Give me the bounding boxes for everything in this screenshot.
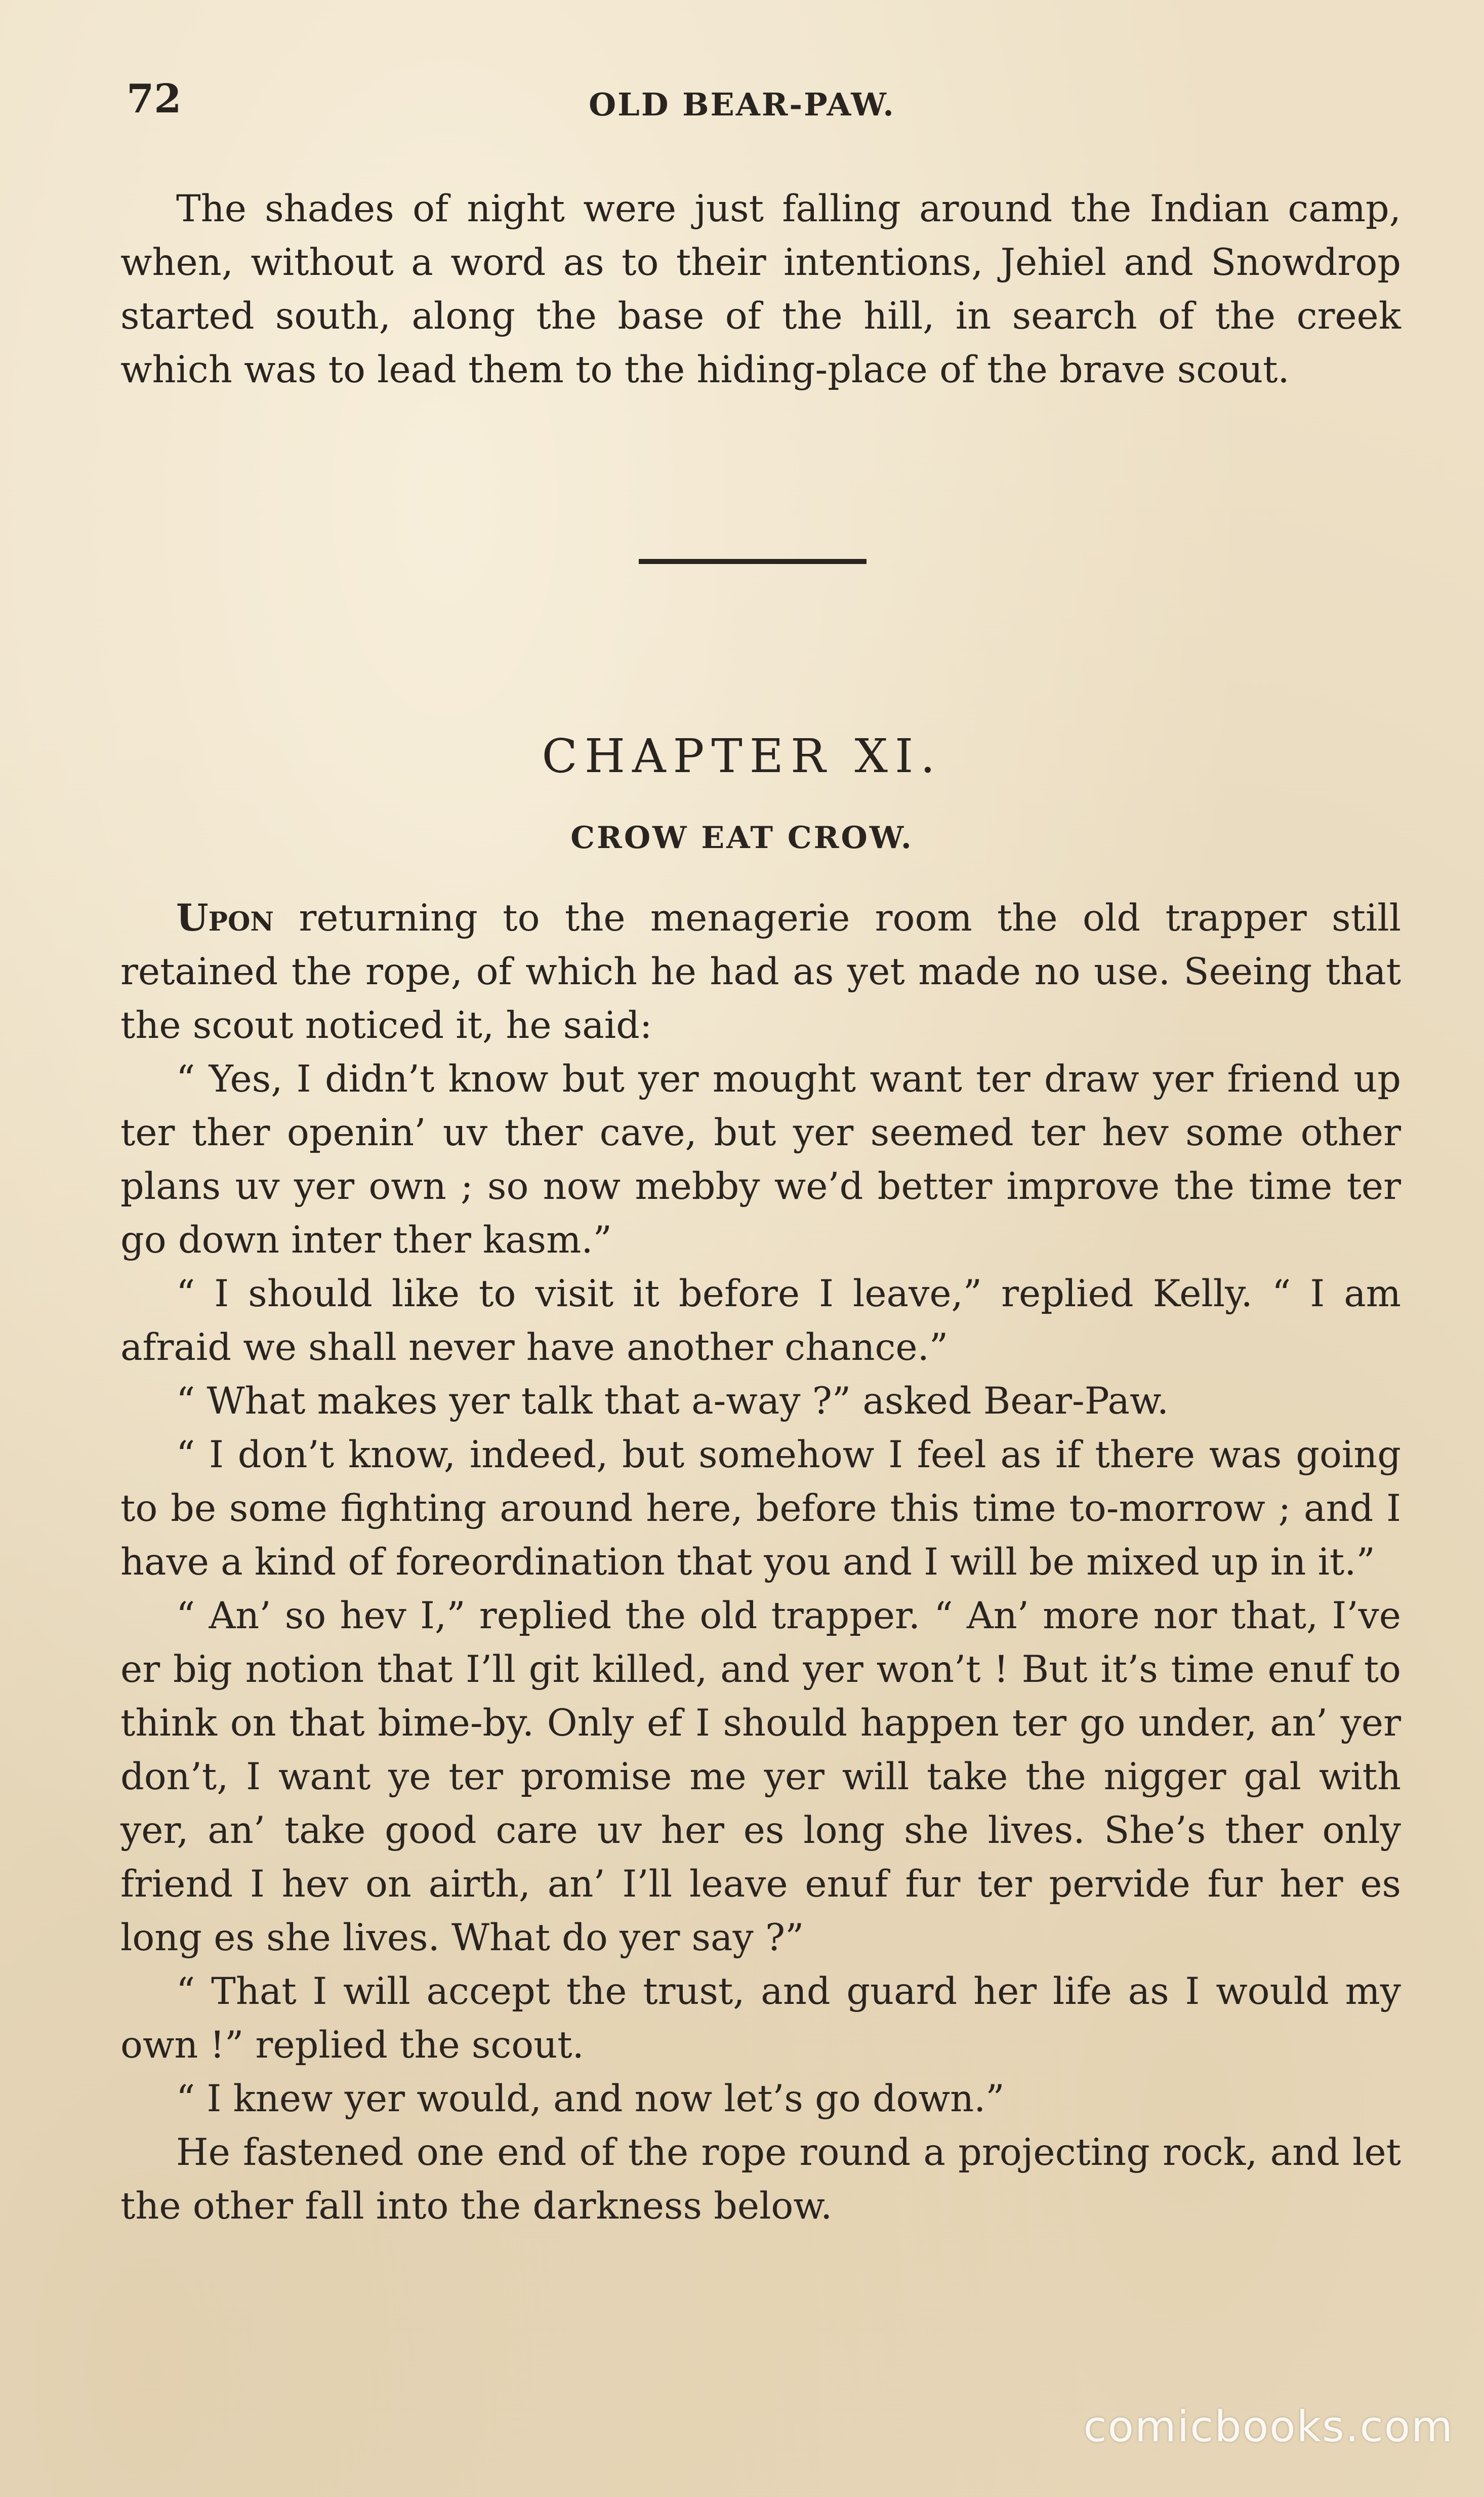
paragraph: He fastened one end of the rope round a projecting rock, and let the other fall into the darkness below. bbox=[120, 2131, 1401, 2228]
paragraph: “ I should like to visit it before I leave,” replied Kelly. “ I am afraid we shall never have another chance.” bbox=[120, 1272, 1401, 1369]
paragraph: “ Yes, I didn’t know but yer mought want ter draw yer friend up ter ther openin’ uv ther cave, but yer seemed ter hev some other plans uv yer own ; so now mebby we’d better improve the time ter go down inter ther kasm.” bbox=[120, 1058, 1401, 1262]
watermark: comicbooks.com bbox=[1083, 2402, 1454, 2451]
paragraph: “ An’ so hev I,” replied the old trapper. “ An’ more nor that, I’ve er big notion that I’ll git killed, and yer won’t ! But it’s time enuf to think on that bime-by. Only ef I should happen ter go under, an’ yer don’t, I want ye ter promise me yer will take the nigger gal with yer, an’ take good care uv her es long she lives. She’s ther only friend I hev on airth, an’ I’ll leave enuf fur ter pervide fur her es long es she lives. What do yer say ?” bbox=[120, 1594, 1401, 1959]
running-title: OLD BEAR-PAW. bbox=[589, 86, 895, 123]
chapter-number: CHAPTER XI. bbox=[542, 729, 942, 783]
paragraph: “ I don’t know, indeed, but somehow I feel as if there was going to be some fighting around here, before this time to-morrow ; and I have a kind of foreordination that you and I will be mixed up in it.” bbox=[120, 1433, 1401, 1584]
chapter-body bbox=[120, 891, 1401, 2233]
paragraph: “ I knew yer would, and now let’s go down.” bbox=[176, 2077, 1005, 2120]
page-number: 72 bbox=[127, 76, 182, 122]
paragraph: “ That I will accept the trust, and guard her life as I would my own !” replied the scout. bbox=[120, 1970, 1401, 2067]
opening-section bbox=[120, 182, 1401, 397]
section-divider bbox=[639, 559, 867, 564]
paragraph: “ What makes yer talk that a-way ?” asked Bear-Paw. bbox=[176, 1380, 1169, 1423]
paragraph-text: returning to the menagerie room the old trapper still retained the rope, of which he had as yet made no use. Seeing that the scout noticed it, he said: bbox=[120, 897, 1401, 1047]
drop-word: Upon bbox=[176, 896, 274, 940]
chapter-title: CROW EAT CROW. bbox=[570, 820, 914, 856]
opening-paragraph: The shades of night were just falling around the Indian camp, when, without a word as to their intentions, Jehiel and Snowdrop started south, along the base of the hill, in search of the creek which was to lead them to the hiding-place of the brave scout. bbox=[120, 187, 1401, 391]
paragraph bbox=[120, 891, 1401, 1053]
